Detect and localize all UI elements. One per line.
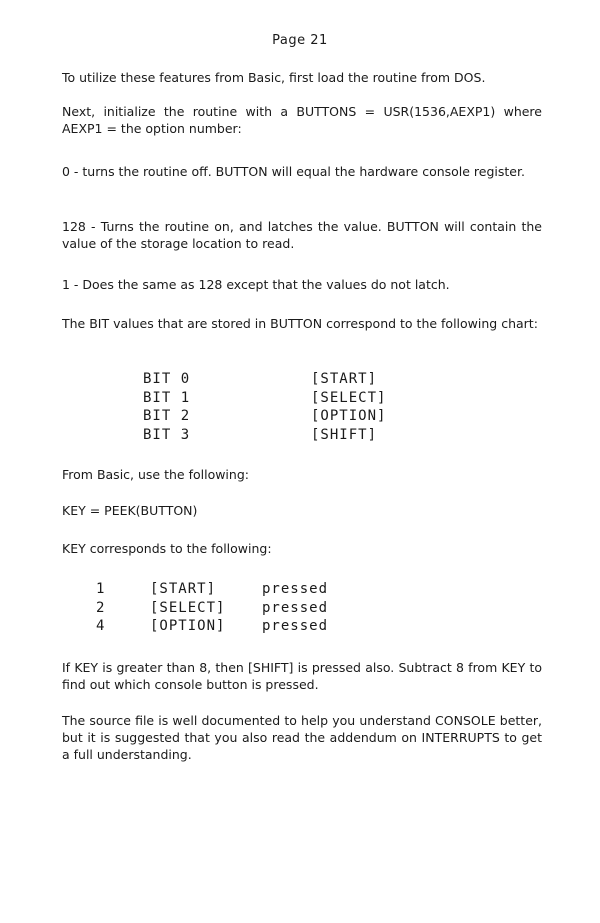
key-name: [SELECT] <box>150 599 226 616</box>
key-name: [OPTION] <box>150 618 226 634</box>
key-chart <box>96 580 396 636</box>
bit-chart-row <box>143 426 443 445</box>
key-state: pressed <box>262 581 329 597</box>
key-value: 1 <box>96 581 106 597</box>
paragraph-initialize: Next, initialize the routine with a BUTTONS = USR(1536,AEXP1) where AEXP1 = the option number: <box>62 104 542 136</box>
key-chart-row <box>96 617 396 636</box>
paragraph-option-0: 0 - turns the routine off. BUTTON will equal the hardware console register. <box>62 164 525 179</box>
bit-label: BIT 3 <box>143 426 191 443</box>
paragraph-load-routine: To utilize these features from Basic, first load the routine from DOS. <box>62 70 486 85</box>
bit-chart-row <box>143 370 443 389</box>
code-peek-statement: KEY = PEEK(BUTTON) <box>62 503 198 518</box>
bit-label: BIT 1 <box>143 389 191 406</box>
paragraph-from-basic: From Basic, use the following: <box>62 467 249 482</box>
key-value: 4 <box>96 618 106 634</box>
key-value: 2 <box>96 599 106 616</box>
bit-label: BIT 2 <box>143 408 191 424</box>
bit-chart-row <box>143 407 443 426</box>
key-state: pressed <box>262 618 329 634</box>
key-name: [START] <box>150 581 217 597</box>
key-state: pressed <box>262 599 329 616</box>
paragraph-option-128: 128 - Turns the routine on, and latches the value. BUTTON will contain the value of the storage location to read. <box>62 219 542 251</box>
page-number: Page 21 <box>272 33 328 48</box>
paragraph-documentation-note: The source file is well documented to help you understand CONSOLE better, but it is suggested that you also read the addendum on INTERRUPTS to get a full understanding. <box>62 713 542 762</box>
bit-key: [OPTION] <box>311 408 387 424</box>
paragraph-shift-note: If KEY is greater than 8, then [SHIFT] is pressed also. Subtract 8 from KEY to find out which console button is pressed. <box>62 660 542 692</box>
bit-chart <box>143 370 443 444</box>
paragraph-bit-values: The BIT values that are stored in BUTTON correspond to the following chart: <box>62 316 538 331</box>
bit-key: [SELECT] <box>311 389 387 406</box>
bit-key: [SHIFT] <box>311 426 378 443</box>
key-chart-row <box>96 580 396 599</box>
bit-label: BIT 0 <box>143 371 191 387</box>
paragraph-option-1: 1 - Does the same as 128 except that the values do not latch. <box>62 277 450 292</box>
paragraph-key-corresponds: KEY corresponds to the following: <box>62 541 272 556</box>
key-chart-row <box>96 599 396 618</box>
bit-chart-row <box>143 389 443 408</box>
bit-key: [START] <box>311 371 378 387</box>
